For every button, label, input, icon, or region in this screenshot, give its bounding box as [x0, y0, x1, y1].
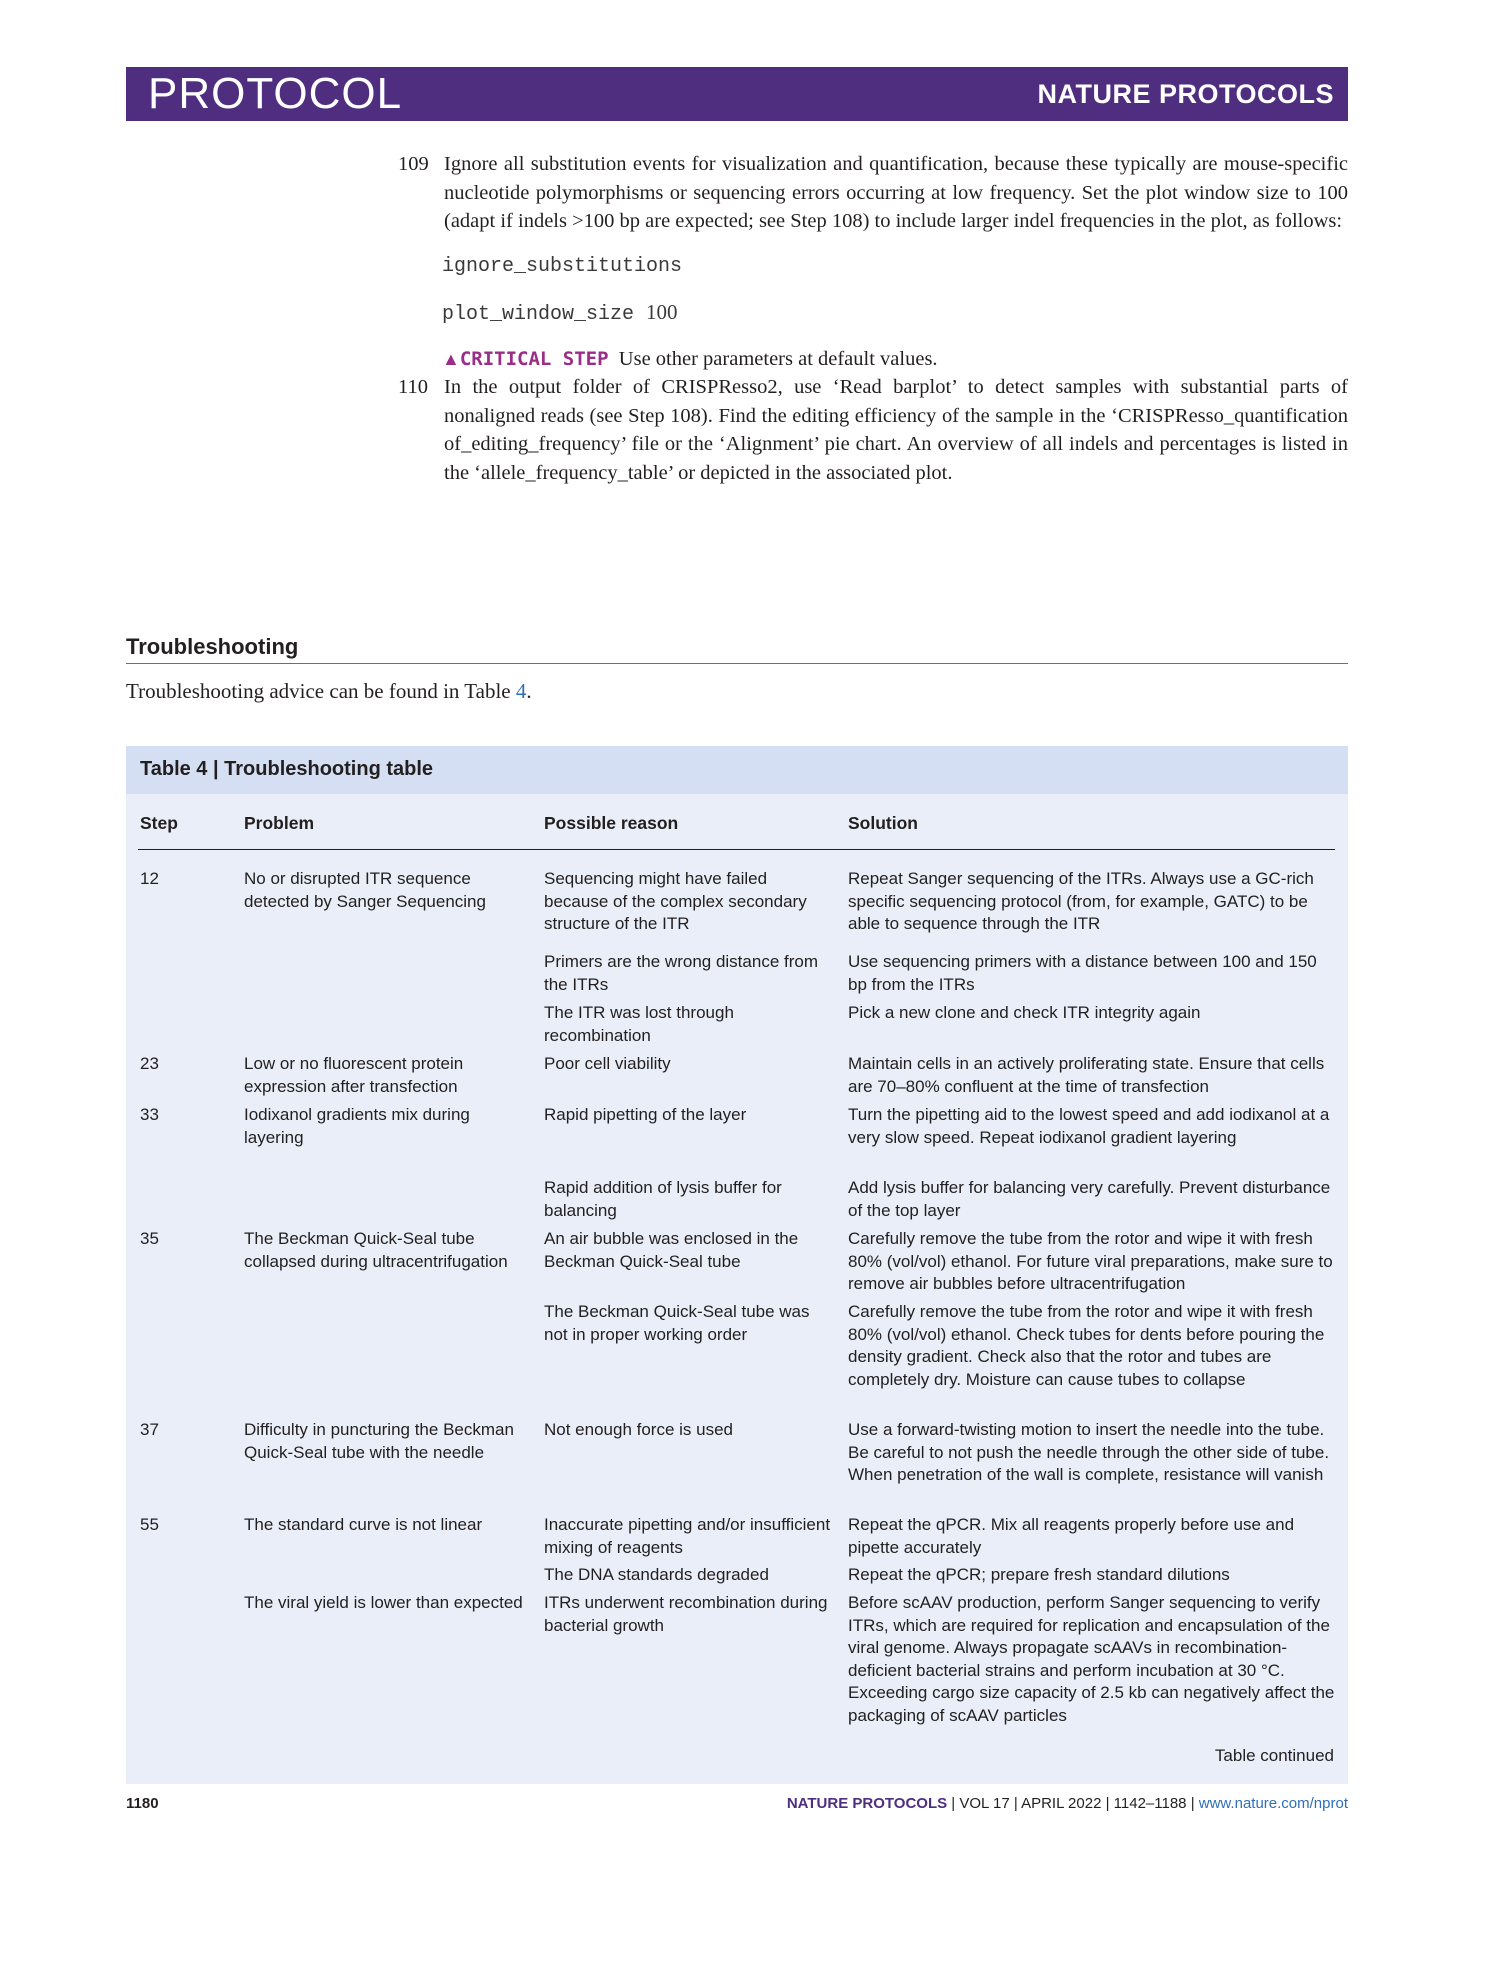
footer-volume: VOL 17 [959, 1795, 1010, 1812]
step-number: 109 [398, 153, 429, 175]
cell-solution: Turn the pipetting aid to the lowest speed and add iodixanol at a very slow speed. Repeat iodixanol gradient layering [848, 1105, 1330, 1147]
cell-problem: Low or no fluorescent protein expression after transfection [244, 1054, 464, 1096]
cell-reason: Inaccurate pipetting and/or insufficient mixing of reagents [544, 1515, 831, 1557]
troubleshooting-text [126, 677, 532, 705]
footer-date: APRIL 2022 [1021, 1795, 1102, 1812]
cell-problem: No or disrupted ITR sequence detected by Sanger Sequencing [244, 869, 486, 911]
cell-solution: Before scAAV production, perform Sanger sequencing to verify ITRs, which are required for replication and encapsulation of the viral genome. Always propagate scAAVs in recombination-deficient bacterial strains and perform incubation at 30 °C. Exceeding cargo size capacity of 2.5 kb can negatively affect the packaging of scAAV particles [848, 1593, 1335, 1725]
step-109 [398, 150, 1348, 236]
footer-journal: NATURE PROTOCOLS [786, 1795, 948, 1812]
troubleshooting-heading: Troubleshooting [126, 633, 1348, 664]
critical-triangle-icon: ▲ [442, 348, 460, 369]
code-line-1 [442, 253, 1348, 281]
cell-reason: Not enough force is used [544, 1420, 734, 1439]
step-text: In the output folder of CRISPResso2, use ‘Read barplot’ to detect samples with substantial parts of nonaligned reads (see Step 108). Find the editing efficiency of the sample in the ‘CRISPResso_quantification of_editing_frequency’ file or the ‘Alignment’ pie chart. An overview of all indels and percentages is listed in the ‘allele_frequency_table’ or depicted in the associated plot. [444, 376, 1348, 484]
footer-sep: | [1009, 1795, 1022, 1812]
page-number: 1180 [126, 1795, 159, 1812]
cell-step: 55 [140, 1515, 159, 1534]
cell-solution: Add lysis buffer for balancing very carefully. Prevent disturbance of the top layer [848, 1178, 1331, 1220]
journal-name: NATURE PROTOCOLS [1037, 79, 1334, 109]
cell-problem: The Beckman Quick-Seal tube collapsed during ultracentrifugation [244, 1229, 508, 1271]
cell-reason: The Beckman Quick-Seal tube was not in proper working order [544, 1302, 810, 1344]
cell-reason: Poor cell viability [544, 1054, 671, 1073]
step-text: Ignore all substitution events for visualization and quantification, because these typically are mouse-specific nucleotide polymorphisms or sequencing errors occurring at low frequency. Set the plot window size to 100 (adapt if indels >100 bp are expected; see Step 108) to include larger indel frequencies in the plot, as follows: [444, 153, 1348, 232]
cell-reason: Rapid addition of lysis buffer for balancing [544, 1178, 782, 1220]
critical-text: Use other parameters at default values. [618, 347, 938, 370]
footer-url-link[interactable]: www.nature.com/nprot [1198, 1795, 1348, 1812]
text-before: Troubleshooting advice can be found in Table [126, 679, 516, 703]
header-rule [138, 849, 1335, 850]
table-caption [126, 746, 1348, 794]
cell-step: 12 [140, 869, 159, 888]
cell-solution: Carefully remove the tube from the rotor and wipe it with fresh 80% (vol/vol) ethanol. For future viral preparations, make sure to remove air bubbles before ultracentrifugation [848, 1229, 1333, 1293]
cell-step: 35 [140, 1229, 159, 1248]
step-110 [398, 373, 1348, 487]
header-problem: Problem [244, 813, 315, 833]
procedure-steps [398, 150, 1348, 487]
header-solution: Solution [848, 813, 918, 833]
cell-problem: The viral yield is lower than expected [244, 1593, 523, 1612]
cell-reason: An air bubble was enclosed in the Beckman Quick-Seal tube [544, 1229, 799, 1271]
section-label: PROTOCOL [148, 69, 403, 118]
step-number: 110 [398, 376, 428, 398]
cell-reason: Rapid pipetting of the layer [544, 1105, 747, 1124]
header-step: Step [140, 813, 178, 833]
critical-label: CRITICAL STEP [459, 347, 609, 370]
cell-solution: Repeat Sanger sequencing of the ITRs. Always use a GC-rich specific sequencing protocol (from, for example, GATC) to be able to sequence through the ITR [848, 869, 1314, 933]
code-text: ignore_substitutions [442, 254, 683, 278]
text-after: . [526, 679, 532, 703]
cell-step: 33 [140, 1105, 159, 1124]
header-reason: Possible reason [544, 813, 679, 833]
code-key: plot_window_size [442, 302, 635, 326]
footer-sep: | [947, 1795, 960, 1812]
footer-sep: | [1186, 1795, 1199, 1812]
cell-reason: ITRs underwent recombination during bacterial growth [544, 1593, 828, 1635]
table-continued-note: Table continued [1214, 1746, 1334, 1765]
code-value: 100 [646, 299, 678, 324]
cell-problem: The standard curve is not linear [244, 1515, 483, 1534]
cell-step: 23 [140, 1054, 159, 1073]
table-reference-link[interactable]: 4 [515, 679, 527, 703]
footer-pages: 1142–1188 [1113, 1795, 1187, 1812]
footer-citation [787, 1795, 1348, 1812]
cell-solution: Use a forward-twisting motion to insert the needle into the tube. Be careful to not push the needle through the other side of tube. When penetration of the wall is complete, resistance will vanish [848, 1420, 1330, 1484]
cell-reason: Primers are the wrong distance from the ITRs [544, 952, 818, 994]
cell-solution: Maintain cells in an actively proliferating state. Ensure that cells are 70–80% confluent at the time of transfection [848, 1054, 1325, 1096]
code-line-2 [442, 298, 1348, 329]
critical-step [442, 345, 1348, 374]
cell-problem: Iodixanol gradients mix during layering [244, 1105, 470, 1147]
cell-problem: Difficulty in puncturing the Beckman Quick-Seal tube with the needle [244, 1420, 514, 1462]
header-bar [126, 67, 1348, 121]
cell-solution: Repeat the qPCR. Mix all reagents properly before use and pipette accurately [848, 1515, 1295, 1557]
cell-reason: The DNA standards degraded [544, 1565, 769, 1584]
cell-solution: Pick a new clone and check ITR integrity again [848, 1003, 1201, 1022]
caption-text: Table 4 | Troubleshooting table [140, 758, 434, 780]
cell-solution: Repeat the qPCR; prepare fresh standard dilutions [848, 1565, 1230, 1584]
troubleshooting-table [126, 746, 1348, 1784]
cell-reason: Sequencing might have failed because of the complex secondary structure of the ITR [544, 869, 807, 933]
cell-reason: The ITR was lost through recombination [544, 1003, 734, 1045]
footer-sep: | [1101, 1795, 1114, 1812]
cell-solution: Use sequencing primers with a distance between 100 and 150 bp from the ITRs [848, 952, 1317, 994]
cell-solution: Carefully remove the tube from the rotor and wipe it with fresh 80% (vol/vol) ethanol. Check tubes for dents before pouring the density gradient. Check also that the rotor and tubes are completely dry. Moisture can cause tubes to collapse [848, 1302, 1325, 1389]
cell-step: 37 [140, 1420, 159, 1439]
